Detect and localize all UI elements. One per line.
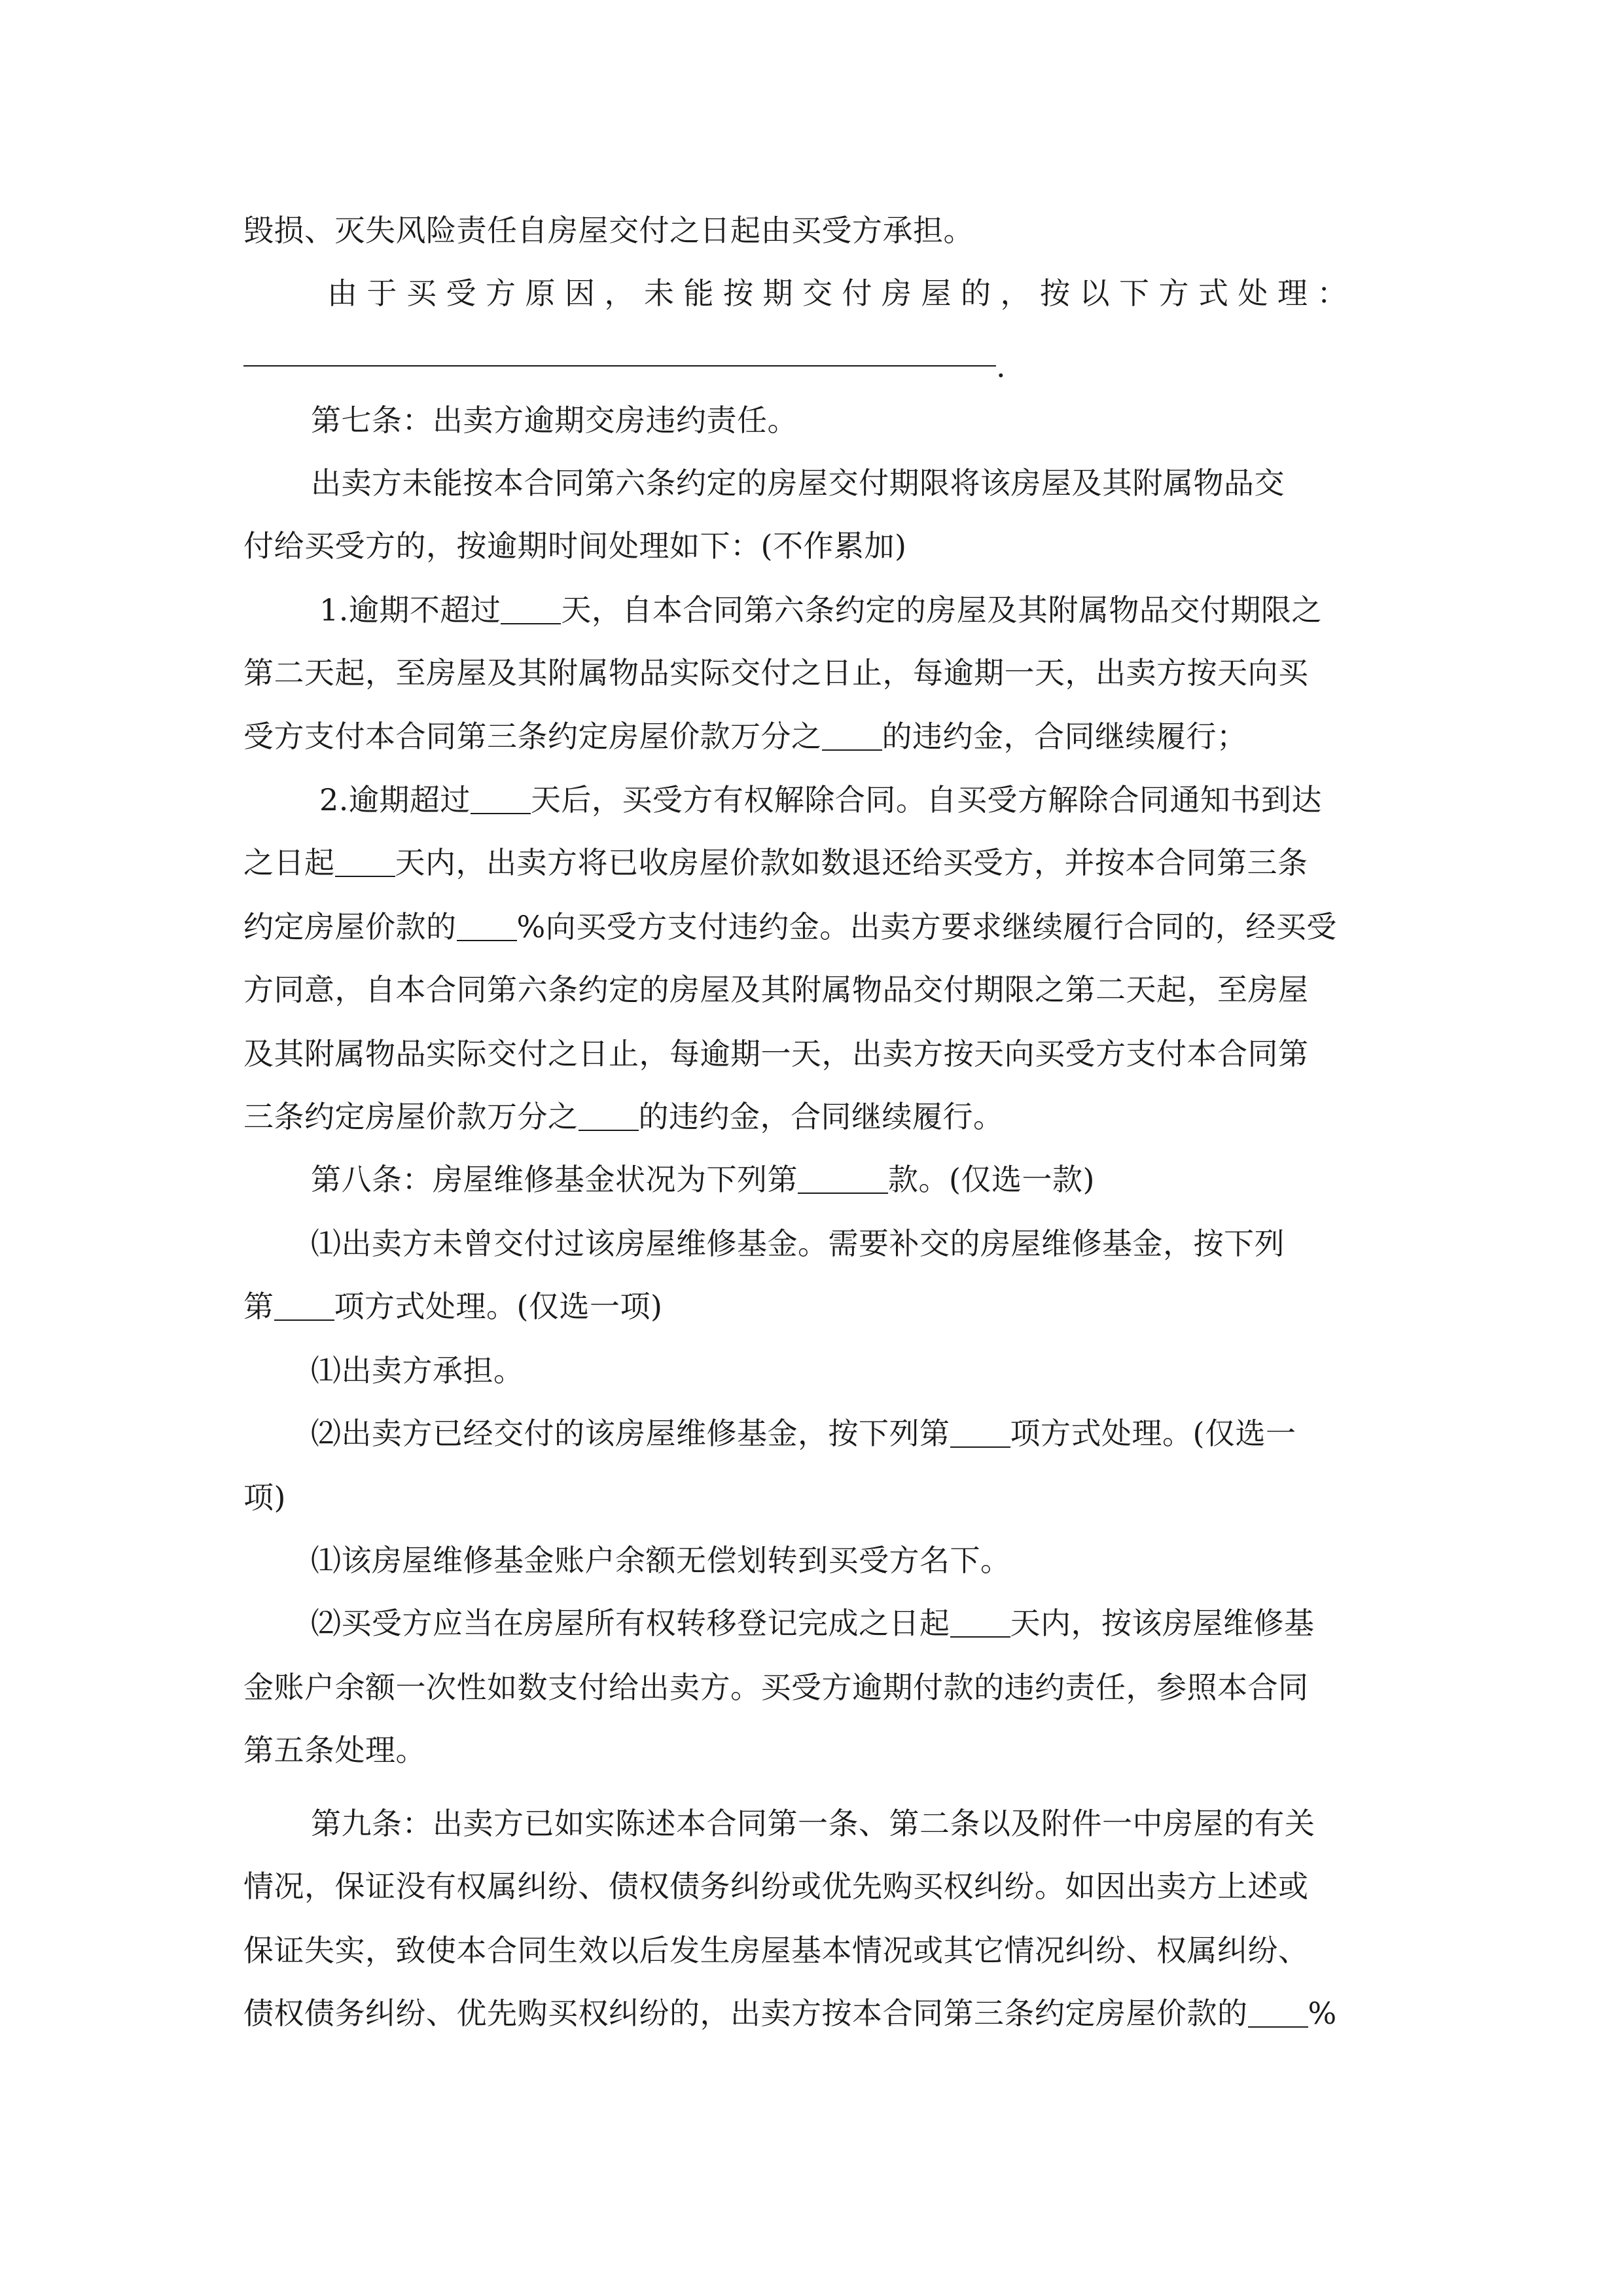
text-span: 天内，出卖方将已收房屋价款如数退还给买受方，并按本合同第三条 [395,845,1308,880]
fill-blank [335,847,395,877]
fill-blank [274,1291,334,1321]
article-8-heading [311,1160,1395,1199]
fill-blank [1248,1998,1308,2028]
fill-blank [822,721,882,751]
text-span: 出卖方未能按本合同第六条约定的房屋交付期限将该房屋及其附属物品交 [311,465,1285,501]
text-span: 第八条：房屋维修基金状况为下列第 [311,1162,798,1197]
article-7-heading [311,401,1395,440]
text-span: 项) [243,1480,286,1515]
fill-blank [457,911,517,941]
text-line [243,1287,1395,1326]
text-span: 天内，按该房屋维修基 [1010,1605,1315,1641]
text-span: 第七条：出卖方逾期交房违约责任。 [311,403,798,438]
text-line [243,1668,1395,1707]
text-span: 项方式处理。(仅选一项) [334,1289,663,1324]
text-span: 的违约金，合同继续履行； [882,719,1247,754]
text-span: ⑴出卖方承担。 [311,1353,524,1388]
text-span: 第九条：出卖方已如实陈述本合同第一条、第二条以及附件一中房屋的有关 [311,1806,1315,1841]
fill-blank [950,1607,1010,1638]
text-line [311,1224,1395,1263]
text-line [311,1414,1395,1453]
text-span: 毁损、灭失风险责任自房屋交付之日起由买受方承担。 [243,213,974,248]
fill-blank [798,1164,888,1194]
text-span: 的违约金，合同继续履行。 [638,1099,1004,1134]
text-span: 付给买受方的，按逾期时间处理如下：(不作累加) [243,528,907,564]
text-line [243,970,1395,1009]
fill-blank [501,594,561,624]
text-span: 款。(仅选一款) [888,1162,1095,1197]
text-line [243,907,1395,946]
text-line [327,274,1479,313]
text-line [243,843,1395,882]
text-span: . [996,349,1006,384]
text-span: 金账户余额一次性如数支付给出卖方。买受方逾期付款的违约责任，参照本合同 [243,1670,1309,1705]
text-span: 由于买受方原因，未能按期交付房屋的，按以下方式处理： [327,276,1357,311]
text-span: 第二天起，至房屋及其附属物品实际交付之日止，每逾期一天，出卖方按天向买 [243,655,1309,691]
text-line [243,1034,1395,1073]
text-line [243,653,1395,692]
text-span: 债权债务纠纷、优先购买权纠纷的，出卖方按本合同第三条约定房屋价款的 [243,1996,1248,2031]
article-9-heading [311,1804,1395,1843]
text-span: 方同意，自本合同第六条约定的房屋及其附属物品交付期限之第二天起，至房屋 [243,972,1309,1007]
text-line [243,1994,1395,2033]
fill-blank [950,1418,1010,1448]
text-line [243,211,1395,250]
text-line [311,1604,1395,1643]
text-span: 约定房屋价款的 [243,909,457,944]
text-span: ⑴出卖方未曾交付过该房屋维修基金。需要补交的房屋维修基金，按下列 [311,1226,1285,1261]
text-span: % [1308,1996,1337,2031]
text-line [243,1097,1395,1136]
text-span: 天，自本合同第六条约定的房屋及其附属物品交付期限之 [561,592,1322,628]
text-line [243,717,1395,756]
text-line [311,463,1395,503]
text-line [319,590,1395,630]
text-span: %向买受方支付违约金。出卖方要求继续履行合同的，经买受 [516,909,1337,944]
fill-blank [579,1101,639,1131]
text-span: 项方式处理。(仅选一 [1010,1416,1296,1451]
text-span: 天后，买受方有权解除合同。自买受方解除合同通知书到达 [530,782,1322,817]
text-span: 1.逾期不超过 [319,592,501,628]
text-span: 情况，保证没有权属纠纷、债权债务纠纷或优先购买权纠纷。如因出卖方上述或 [243,1869,1309,1904]
text-span: 2.逾期超过 [319,782,471,817]
text-span: 受方支付本合同第三条约定房屋价款万分之 [243,719,822,754]
text-span: ⑵出卖方已经交付的该房屋维修基金，按下列第 [311,1416,950,1451]
text-span: 三条约定房屋价款万分之 [243,1099,579,1134]
text-span: ⑵买受方应当在房屋所有权转移登记完成之日起 [311,1605,950,1641]
text-line [311,1351,1395,1390]
text-line [311,1541,1395,1580]
text-span: 第 [243,1289,274,1324]
text-span: 及其附属物品实际交付之日止，每逾期一天，出卖方按天向买受方支付本合同第 [243,1036,1309,1071]
text-line [243,526,1395,565]
text-line [996,347,1006,386]
text-line [243,1731,1395,1770]
text-line [243,1931,1395,1970]
fill-blank-line [243,365,996,367]
text-span: 之日起 [243,845,335,880]
text-line [319,780,1395,819]
text-span: ⑴该房屋维修基金账户余额无偿划转到买受方名下。 [311,1543,1011,1578]
fill-blank [471,784,531,814]
text-line [243,1867,1395,1906]
text-span: 保证失实，致使本合同生效以后发生房屋基本情况或其它情况纠纷、权属纠纷、 [243,1933,1309,1968]
text-line [243,1478,1395,1517]
text-span: 第五条处理。 [243,1732,426,1768]
